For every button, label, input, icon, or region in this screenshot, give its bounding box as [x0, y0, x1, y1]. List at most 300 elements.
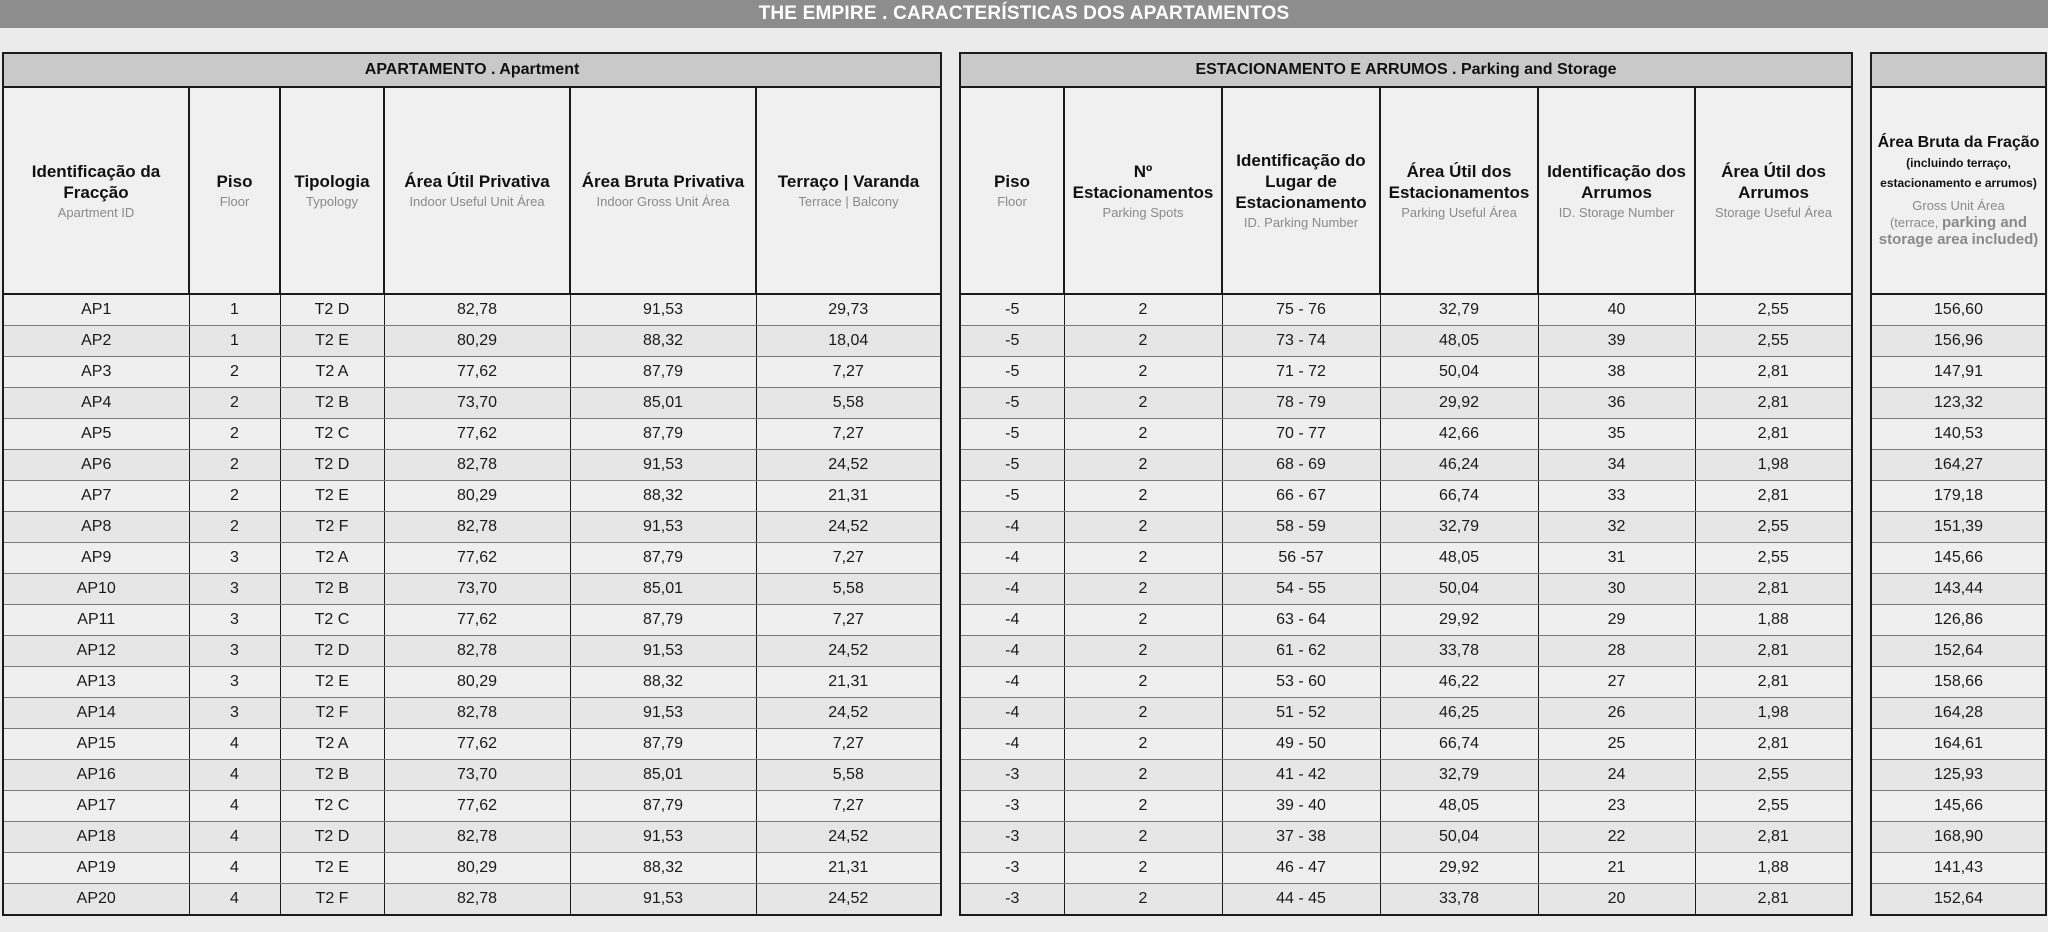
gross-area-cell: 158,66 — [1871, 667, 2046, 698]
apartment-cell: 7,27 — [756, 791, 941, 822]
parking-table-row — [960, 512, 1852, 543]
apartment-cell: 85,01 — [570, 574, 756, 605]
parking-header-5 — [1695, 87, 1852, 294]
apartment-cell: AP14 — [3, 698, 189, 729]
parking-cell: 1,88 — [1695, 853, 1852, 884]
apartment-cell: 80,29 — [384, 481, 570, 512]
parking-table-row — [960, 388, 1852, 419]
parking-cell: 37 - 38 — [1222, 822, 1380, 853]
parking-cell: 24 — [1538, 760, 1695, 791]
parking-table-row — [960, 543, 1852, 574]
apartment-cell: 24,52 — [756, 822, 941, 853]
apartment-cell: 7,27 — [756, 543, 941, 574]
apartment-cell: 4 — [189, 822, 280, 853]
apartment-header-label: Área Bruta Privativa — [581, 172, 745, 191]
parking-cell: 2 — [1064, 636, 1222, 667]
parking-header-label: Área Útil dos Arrumos — [1721, 161, 1826, 202]
apartment-header-label: Identificação da Fracção — [31, 161, 161, 202]
parking-cell: 71 - 72 — [1222, 357, 1380, 388]
parking-cell: 2,81 — [1695, 636, 1852, 667]
parking-cell: 58 - 59 — [1222, 512, 1380, 543]
gross-area-cell: 140,53 — [1871, 419, 2046, 450]
apartment-table-row — [3, 357, 941, 388]
gross-area-panel — [1870, 52, 2047, 916]
apartment-cell: 2 — [189, 419, 280, 450]
apartment-cell: T2 C — [280, 605, 384, 636]
parking-table-row — [960, 729, 1852, 760]
parking-cell: 2,81 — [1695, 357, 1852, 388]
apartment-header-3 — [384, 87, 570, 294]
apartment-cell: 82,78 — [384, 884, 570, 916]
parking-cell: -4 — [960, 574, 1064, 605]
apartment-cell: AP19 — [3, 853, 189, 884]
apartment-cell: T2 B — [280, 388, 384, 419]
parking-cell: 42,66 — [1380, 419, 1538, 450]
gross-table-row — [1871, 884, 2046, 916]
gross-area-cell: 164,27 — [1871, 450, 2046, 481]
parking-cell: 54 - 55 — [1222, 574, 1380, 605]
parking-cell: 66,74 — [1380, 481, 1538, 512]
apartment-cell: AP7 — [3, 481, 189, 512]
gross-header-english — [1872, 197, 2045, 248]
parking-cell: -3 — [960, 791, 1064, 822]
parking-cell: 2,55 — [1695, 294, 1852, 326]
parking-cell: 2,81 — [1695, 419, 1852, 450]
apartment-cell: 4 — [189, 791, 280, 822]
parking-cell: 2 — [1064, 853, 1222, 884]
apartment-cell: 91,53 — [570, 698, 756, 729]
gross-area-cell: 156,96 — [1871, 326, 2046, 357]
gross-table-row — [1871, 822, 2046, 853]
apartment-header-english: Indoor Gross Unit Área — [596, 194, 730, 209]
parking-cell: 2,55 — [1695, 543, 1852, 574]
apartment-table-row — [3, 543, 941, 574]
parking-cell: 2,55 — [1695, 760, 1852, 791]
apartment-table-row — [3, 450, 941, 481]
apartment-cell: 7,27 — [756, 357, 941, 388]
apartment-header-2 — [280, 87, 384, 294]
parking-header-1 — [1064, 87, 1222, 294]
gross-header-en-d: included) — [1971, 231, 2039, 248]
parking-cell: 61 - 62 — [1222, 636, 1380, 667]
parking-cell: 2 — [1064, 357, 1222, 388]
apartment-cell: 2 — [189, 481, 280, 512]
apartment-header-label: Terraço | Varanda — [777, 172, 920, 191]
gross-area-cell: 164,61 — [1871, 729, 2046, 760]
parking-cell: 46,22 — [1380, 667, 1538, 698]
apartment-cell: 5,58 — [756, 574, 941, 605]
parking-cell: 78 - 79 — [1222, 388, 1380, 419]
parking-table — [959, 52, 1853, 916]
apartment-table-row — [3, 667, 941, 698]
parking-cell: -5 — [960, 481, 1064, 512]
apartment-cell: 3 — [189, 667, 280, 698]
parking-cell: 2 — [1064, 605, 1222, 636]
parking-cell: 36 — [1538, 388, 1695, 419]
parking-cell: 2,55 — [1695, 791, 1852, 822]
apartment-cell: AP2 — [3, 326, 189, 357]
apartment-cell: 88,32 — [570, 326, 756, 357]
apartment-cell: 3 — [189, 698, 280, 729]
apartment-cell: 3 — [189, 636, 280, 667]
parking-cell: -4 — [960, 636, 1064, 667]
apartment-cell: T2 A — [280, 729, 384, 760]
parking-cell: 63 - 64 — [1222, 605, 1380, 636]
parking-cell: 35 — [1538, 419, 1695, 450]
apartment-cell: 85,01 — [570, 388, 756, 419]
apartment-table-row — [3, 760, 941, 791]
parking-cell: 30 — [1538, 574, 1695, 605]
parking-cell: -5 — [960, 357, 1064, 388]
parking-cell: -4 — [960, 729, 1064, 760]
gross-area-header — [1871, 87, 2046, 294]
parking-cell: -4 — [960, 543, 1064, 574]
apartment-cell: 3 — [189, 605, 280, 636]
parking-cell: 33,78 — [1380, 884, 1538, 916]
gross-table-row — [1871, 357, 2046, 388]
gross-header-note: (incluindo terraço, estacionamento e arrumos) — [1880, 156, 2037, 190]
parking-header-0 — [960, 87, 1064, 294]
apartment-cell: 1 — [189, 326, 280, 357]
apartment-cell: 77,62 — [384, 605, 570, 636]
parking-cell: 68 - 69 — [1222, 450, 1380, 481]
apartment-cell: AP13 — [3, 667, 189, 698]
apartment-cell: AP16 — [3, 760, 189, 791]
apartment-cell: 80,29 — [384, 853, 570, 884]
parking-header-english: Parking Spots — [1102, 204, 1184, 220]
parking-cell: 1,98 — [1695, 450, 1852, 481]
parking-table-body — [960, 294, 1852, 915]
apartment-cell: 85,01 — [570, 760, 756, 791]
parking-cell: 70 - 77 — [1222, 419, 1380, 450]
parking-table-row — [960, 450, 1852, 481]
apartment-cell: T2 D — [280, 450, 384, 481]
parking-cell: -3 — [960, 884, 1064, 916]
apartment-cell: T2 E — [280, 667, 384, 698]
gross-area-cell: 152,64 — [1871, 884, 2046, 916]
parking-table-row — [960, 294, 1852, 326]
parking-table-row — [960, 481, 1852, 512]
apartment-cell: 91,53 — [570, 512, 756, 543]
parking-cell: 2 — [1064, 450, 1222, 481]
parking-header-english: Floor — [997, 194, 1027, 209]
apartment-cell: 91,53 — [570, 822, 756, 853]
parking-cell: 75 - 76 — [1222, 294, 1380, 326]
apartment-cell: AP10 — [3, 574, 189, 605]
parking-cell: 40 — [1538, 294, 1695, 326]
parking-cell: -5 — [960, 326, 1064, 357]
apartment-header-english: Typology — [305, 194, 359, 209]
apartment-table-row — [3, 853, 941, 884]
apartment-cell: 24,52 — [756, 450, 941, 481]
parking-cell: 2 — [1064, 822, 1222, 853]
apartment-cell: 82,78 — [384, 636, 570, 667]
gross-table-row — [1871, 760, 2046, 791]
parking-table-row — [960, 822, 1852, 853]
apartment-cell: 3 — [189, 543, 280, 574]
parking-cell: 33 — [1538, 481, 1695, 512]
apartment-table-row — [3, 388, 941, 419]
apartment-cell: T2 F — [280, 698, 384, 729]
gross-table-row — [1871, 512, 2046, 543]
apartment-cell: AP6 — [3, 450, 189, 481]
apartment-cell: T2 B — [280, 760, 384, 791]
apartment-cell: 2 — [189, 357, 280, 388]
gross-table-row — [1871, 698, 2046, 729]
gross-table-row — [1871, 636, 2046, 667]
parking-table-row — [960, 419, 1852, 450]
parking-cell: 29 — [1538, 605, 1695, 636]
gross-area-cell: 145,66 — [1871, 543, 2046, 574]
apartment-cell: 3 — [189, 574, 280, 605]
parking-cell: 2,81 — [1695, 574, 1852, 605]
parking-cell: 38 — [1538, 357, 1695, 388]
apartment-header-label: Piso — [216, 172, 253, 191]
apartment-cell: 87,79 — [570, 419, 756, 450]
apartment-table-row — [3, 636, 941, 667]
gross-area-cell: 151,39 — [1871, 512, 2046, 543]
gross-table-row — [1871, 450, 2046, 481]
parking-cell: 2 — [1064, 294, 1222, 326]
apartment-cell: 82,78 — [384, 512, 570, 543]
parking-header-label: Identificação dos Arrumos — [1547, 161, 1686, 202]
apartment-header-english: Indoor Useful Unit Área — [409, 194, 545, 209]
parking-cell: 29,92 — [1380, 388, 1538, 419]
gross-table-row — [1871, 729, 2046, 760]
apartment-cell: 87,79 — [570, 543, 756, 574]
gross-table-row — [1871, 667, 2046, 698]
parking-cell: 66,74 — [1380, 729, 1538, 760]
parking-cell: -4 — [960, 698, 1064, 729]
parking-group-header: ESTACIONAMENTO E ARRUMOS . Parking and Storage — [960, 53, 1852, 87]
parking-header-4 — [1538, 87, 1695, 294]
parking-table-row — [960, 698, 1852, 729]
apartment-cell: 4 — [189, 853, 280, 884]
apartment-cell: T2 F — [280, 884, 384, 916]
apartment-cell: T2 A — [280, 357, 384, 388]
gross-area-table — [1870, 52, 2047, 916]
parking-cell: -3 — [960, 760, 1064, 791]
parking-header-label: Piso — [994, 172, 1030, 191]
apartment-cell: 4 — [189, 760, 280, 791]
parking-table-row — [960, 884, 1852, 916]
parking-cell: 56 -57 — [1222, 543, 1380, 574]
gross-table-row — [1871, 388, 2046, 419]
parking-cell: -3 — [960, 822, 1064, 853]
parking-cell: 20 — [1538, 884, 1695, 916]
parking-cell: 28 — [1538, 636, 1695, 667]
apartment-cell: 87,79 — [570, 729, 756, 760]
gross-area-cell: 141,43 — [1871, 853, 2046, 884]
gross-area-cell: 179,18 — [1871, 481, 2046, 512]
parking-cell: 66 - 67 — [1222, 481, 1380, 512]
apartment-cell: 7,27 — [756, 605, 941, 636]
gross-area-cell: 123,32 — [1871, 388, 2046, 419]
parking-cell: 49 - 50 — [1222, 729, 1380, 760]
gross-area-cell: 152,64 — [1871, 636, 2046, 667]
parking-cell: 2 — [1064, 698, 1222, 729]
apartment-cell: 24,52 — [756, 698, 941, 729]
parking-cell: -5 — [960, 388, 1064, 419]
apartment-cell: AP9 — [3, 543, 189, 574]
parking-cell: 23 — [1538, 791, 1695, 822]
apartment-cell: 77,62 — [384, 729, 570, 760]
parking-cell: 2,81 — [1695, 884, 1852, 916]
apartment-header-1 — [189, 87, 280, 294]
apartment-cell: 77,62 — [384, 791, 570, 822]
parking-table-row — [960, 760, 1852, 791]
parking-cell: 2 — [1064, 791, 1222, 822]
parking-cell: 32 — [1538, 512, 1695, 543]
parking-table-row — [960, 636, 1852, 667]
parking-cell: 48,05 — [1380, 543, 1538, 574]
parking-cell: 2 — [1064, 760, 1222, 791]
parking-header-2 — [1222, 87, 1380, 294]
apartment-cell: 77,62 — [384, 419, 570, 450]
apartment-table-row — [3, 481, 941, 512]
apartment-cell: T2 A — [280, 543, 384, 574]
apartment-table-row — [3, 884, 941, 916]
parking-header-3 — [1380, 87, 1538, 294]
apartment-header-english: Apartment ID — [57, 204, 135, 220]
apartment-cell: 24,52 — [756, 512, 941, 543]
apartment-cell: 88,32 — [570, 853, 756, 884]
parking-cell: -4 — [960, 512, 1064, 543]
apartment-cell: T2 D — [280, 294, 384, 326]
gross-table-row — [1871, 791, 2046, 822]
gross-table-row — [1871, 605, 2046, 636]
apartment-cell: AP11 — [3, 605, 189, 636]
parking-cell: -4 — [960, 605, 1064, 636]
parking-cell: 2 — [1064, 419, 1222, 450]
parking-cell: 1,98 — [1695, 698, 1852, 729]
parking-cell: 21 — [1538, 853, 1695, 884]
parking-header-english: ID. Storage Number — [1558, 204, 1675, 220]
parking-header-label: Área Útil dos Estacionamentos — [1388, 161, 1530, 202]
apartment-cell: T2 C — [280, 419, 384, 450]
parking-cell: 27 — [1538, 667, 1695, 698]
parking-cell: 1,88 — [1695, 605, 1852, 636]
apartment-cell: 80,29 — [384, 326, 570, 357]
parking-cell: 2,81 — [1695, 667, 1852, 698]
apartment-table-row — [3, 822, 941, 853]
apartment-table-row — [3, 574, 941, 605]
gross-table-row — [1871, 419, 2046, 450]
parking-header-label: Identificação do Lugar de Estacionamento — [1235, 151, 1367, 212]
parking-cell: 33,78 — [1380, 636, 1538, 667]
apartment-cell: 18,04 — [756, 326, 941, 357]
parking-header-english: Storage Useful Área — [1714, 204, 1833, 220]
apartment-cell: 5,58 — [756, 388, 941, 419]
apartment-cell: T2 E — [280, 326, 384, 357]
parking-panel — [959, 52, 1851, 916]
parking-cell: 2 — [1064, 667, 1222, 698]
parking-cell: 25 — [1538, 729, 1695, 760]
page-title: THE EMPIRE . CARACTERÍSTICAS DOS APARTAMENTOS — [0, 0, 2048, 28]
apartment-cell: 21,31 — [756, 853, 941, 884]
apartment-table-body — [3, 294, 941, 915]
apartment-cell: 82,78 — [384, 822, 570, 853]
apartment-table-row — [3, 419, 941, 450]
apartment-cell: 21,31 — [756, 667, 941, 698]
apartment-cell: 82,78 — [384, 294, 570, 326]
gross-header-en-a: Gross Unit Área — [1912, 198, 2005, 213]
apartment-cell: AP5 — [3, 419, 189, 450]
parking-table-row — [960, 357, 1852, 388]
apartment-table-row — [3, 326, 941, 357]
gross-area-cell: 164,28 — [1871, 698, 2046, 729]
parking-cell: 2 — [1064, 884, 1222, 916]
apartment-cell: 88,32 — [570, 481, 756, 512]
gross-area-table-body — [1871, 294, 2046, 915]
parking-table-row — [960, 605, 1852, 636]
gross-table-row — [1871, 543, 2046, 574]
parking-cell: 53 - 60 — [1222, 667, 1380, 698]
gross-table-row — [1871, 326, 2046, 357]
apartment-cell: T2 E — [280, 853, 384, 884]
apartment-header-label: Tipologia — [294, 172, 370, 191]
apartment-cell: 82,78 — [384, 450, 570, 481]
apartment-cell: AP18 — [3, 822, 189, 853]
parking-cell: 48,05 — [1380, 326, 1538, 357]
apartment-cell: 77,62 — [384, 357, 570, 388]
parking-cell: 39 - 40 — [1222, 791, 1380, 822]
parking-cell: 50,04 — [1380, 574, 1538, 605]
parking-cell: 2,81 — [1695, 388, 1852, 419]
parking-cell: 44 - 45 — [1222, 884, 1380, 916]
gross-area-cell: 143,44 — [1871, 574, 2046, 605]
parking-cell: 32,79 — [1380, 512, 1538, 543]
gross-table-row — [1871, 481, 2046, 512]
parking-cell: 2 — [1064, 326, 1222, 357]
parking-cell: 2,55 — [1695, 512, 1852, 543]
parking-table-row — [960, 326, 1852, 357]
apartment-cell: 91,53 — [570, 450, 756, 481]
apartment-cell: 91,53 — [570, 294, 756, 326]
parking-cell: 31 — [1538, 543, 1695, 574]
apartment-header-label: Área Útil Privativa — [404, 172, 550, 191]
apartment-cell: 87,79 — [570, 357, 756, 388]
gross-area-cell: 156,60 — [1871, 294, 2046, 326]
apartment-cell: AP8 — [3, 512, 189, 543]
apartment-column-headers — [3, 87, 941, 294]
apartment-cell: 2 — [189, 388, 280, 419]
apartment-cell: T2 B — [280, 574, 384, 605]
parking-cell: 50,04 — [1380, 822, 1538, 853]
gross-group-header — [1871, 53, 2046, 87]
apartment-cell: T2 D — [280, 636, 384, 667]
apartment-cell: 77,62 — [384, 543, 570, 574]
apartment-cell: 4 — [189, 884, 280, 916]
parking-cell: 41 - 42 — [1222, 760, 1380, 791]
apartment-table-row — [3, 294, 941, 326]
apartment-cell: 73,70 — [384, 388, 570, 419]
parking-cell: 2 — [1064, 481, 1222, 512]
apartment-header-4 — [570, 87, 756, 294]
apartment-cell: 4 — [189, 729, 280, 760]
gross-header-en-c: parking and storage area — [1878, 214, 2028, 248]
parking-table-row — [960, 791, 1852, 822]
parking-cell: -5 — [960, 450, 1064, 481]
apartment-cell: AP12 — [3, 636, 189, 667]
parking-table-row — [960, 667, 1852, 698]
apartment-cell: 87,79 — [570, 791, 756, 822]
gross-header-en-b: (terrace, — [1889, 215, 1939, 230]
parking-cell: 39 — [1538, 326, 1695, 357]
parking-cell: 2,81 — [1695, 729, 1852, 760]
apartment-cell: 1 — [189, 294, 280, 326]
apartment-cell: 2 — [189, 450, 280, 481]
